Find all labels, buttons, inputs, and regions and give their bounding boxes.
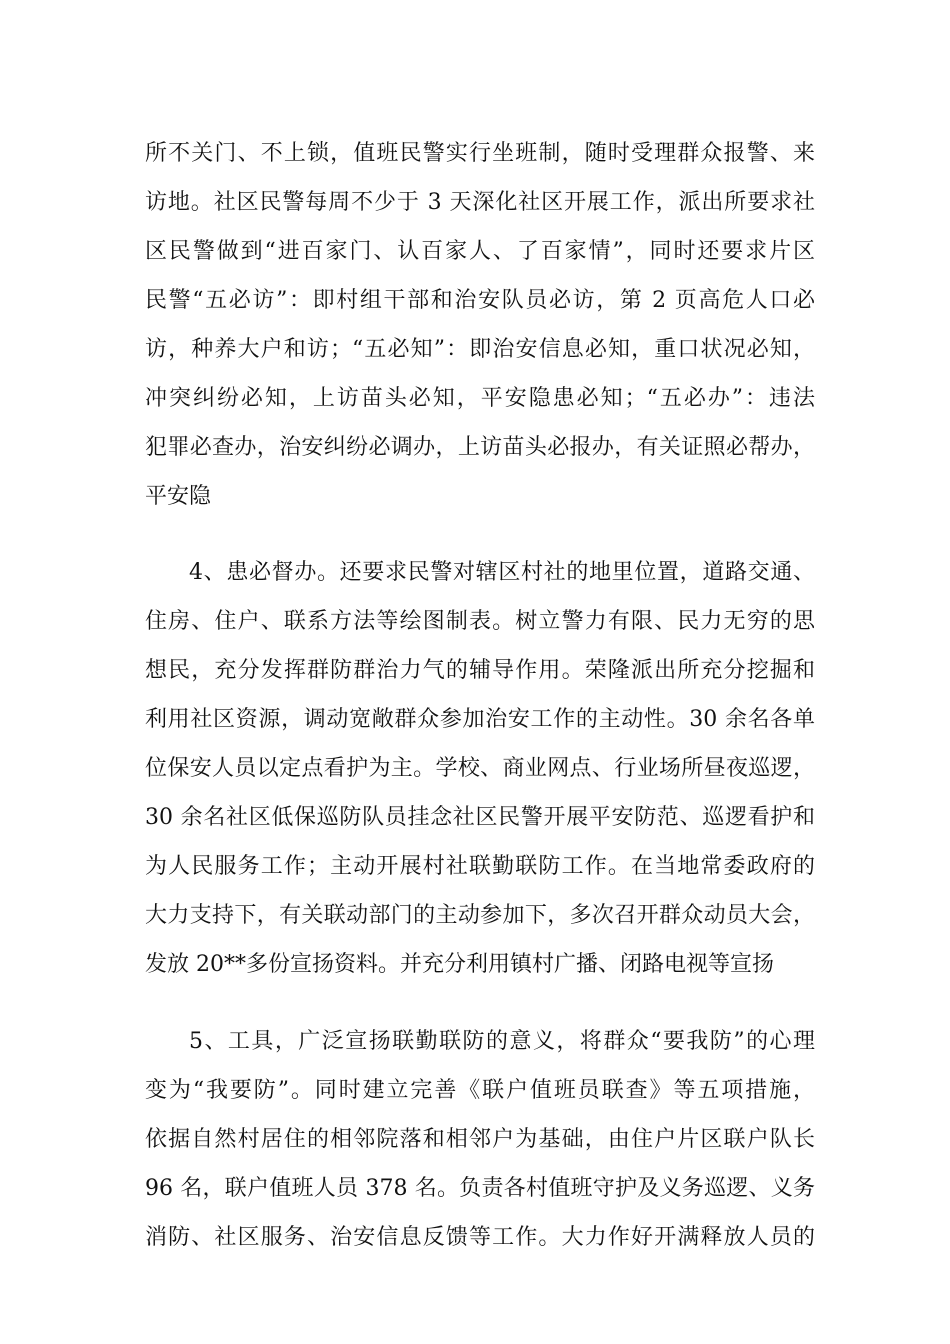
text-line-last: 发放 20**多份宣扬资料。并充分利用镇村广播、闭路电视等宣扬	[145, 952, 774, 977]
paragraph-item-5	[145, 1017, 815, 1262]
text-line: 位保安人员以定点看护为主。学校、商业网点、行业场所昼夜巡逻，	[145, 756, 815, 781]
text-line-last: 平安隐	[145, 484, 212, 509]
paragraph-item-4	[145, 548, 815, 989]
text-line-first: 5、工具，广泛宣扬联勤联防的意义，将群众“要我防”的心理	[189, 1029, 815, 1054]
text-line: 犯罪必查办，治安纠纷必调办，上访苗头必报办，有关证照必帮办，	[145, 435, 815, 460]
text-line: 96 名，联户值班人员 378 名。负责各村值班守护及义务巡逻、义务	[145, 1176, 815, 1201]
text-line: 消防、社区服务、治安信息反馈等工作。大力作好开满释放人员的	[145, 1225, 815, 1250]
text-line: 为人民服务工作；主动开展村社联勤联防工作。在当地常委政府的	[145, 854, 815, 879]
text-line: 依据自然村居住的相邻院落和相邻户为基础，由住户片区联户队长	[145, 1127, 815, 1152]
text-line: 30 余名社区低保巡防队员挂念社区民警开展平安防范、巡逻看护和	[145, 805, 815, 830]
text-line: 区民警做到“进百家门、认百家人、了百家情”，同时还要求片区	[145, 239, 815, 264]
text-line: 利用社区资源，调动宽敞群众参加治安工作的主动性。30 余名各单	[145, 707, 815, 732]
text-line: 访地。社区民警每周不少于 3 天深化社区开展工作，派出所要求社	[145, 190, 815, 215]
text-line: 想民，充分发挥群防群治力气的辅导作用。荣隆派出所充分挖掘和	[145, 658, 815, 683]
text-line: 访，种养大户和访；“五必知”：即治安信息必知，重口状况必知，	[145, 337, 815, 362]
text-line: 所不关门、不上锁，值班民警实行坐班制，随时受理群众报警、来	[145, 141, 815, 166]
text-line: 冲突纠纷必知，上访苗头必知，平安隐患必知；“五必办”：违法	[145, 386, 815, 411]
text-line: 住房、住户、联系方法等绘图制表。树立警力有限、民力无穷的思	[145, 609, 815, 634]
text-line: 民警“五必访”：即村组干部和治安队员必访，第 2 页高危人口必	[145, 288, 815, 313]
text-line: 变为“我要防”。同时建立完善《联户值班员联查》等五项措施，	[145, 1078, 815, 1103]
paragraph-continued	[145, 129, 815, 521]
text-line: 大力支持下，有关联动部门的主动参加下，多次召开群众动员大会，	[145, 903, 815, 928]
text-line-first: 4、患必督办。还要求民警对辖区村社的地里位置，道路交通、	[189, 560, 815, 585]
